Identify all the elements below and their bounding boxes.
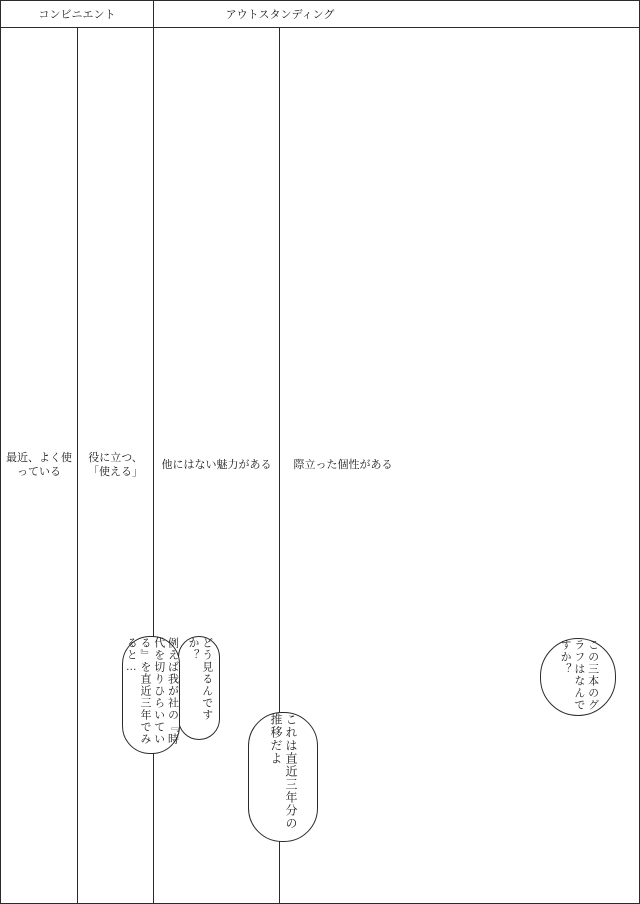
speech-bubble-three-year-trend	[248, 712, 318, 842]
speech-bubble-example-text: 例えば我が社の『時代を切りひらいている』を直近三年でみると…	[125, 637, 179, 745]
speech-bubble-how-to-read-text: どう見るんですか？	[187, 637, 213, 721]
speech-bubble-how-to-read	[178, 636, 220, 740]
bt-cell-1: 役に立つ、「使える」	[77, 27, 153, 903]
bt-header-outstanding: アウトスタンディング	[153, 1, 406, 27]
bt-header-convenient: コンビニエント	[38, 9, 116, 21]
speech-bubble-example	[122, 636, 180, 754]
panel-7-bottom-table	[0, 0, 405, 478]
speech-bubble-three-year-trend-text: これは直近三年分の推移だよ	[269, 713, 298, 830]
bottom-table-header	[1, 1, 639, 28]
bt-cell-0: 最近、よく使っている	[6, 451, 72, 478]
speech-bubble-three-bars	[540, 638, 616, 716]
bt-cell-3: 際立った個性がある	[279, 27, 406, 903]
speech-bubble-three-bars-text: この三本のグラフはなんですか？	[559, 639, 599, 711]
bt-cell-2: 他にはない魅力がある	[153, 27, 279, 903]
